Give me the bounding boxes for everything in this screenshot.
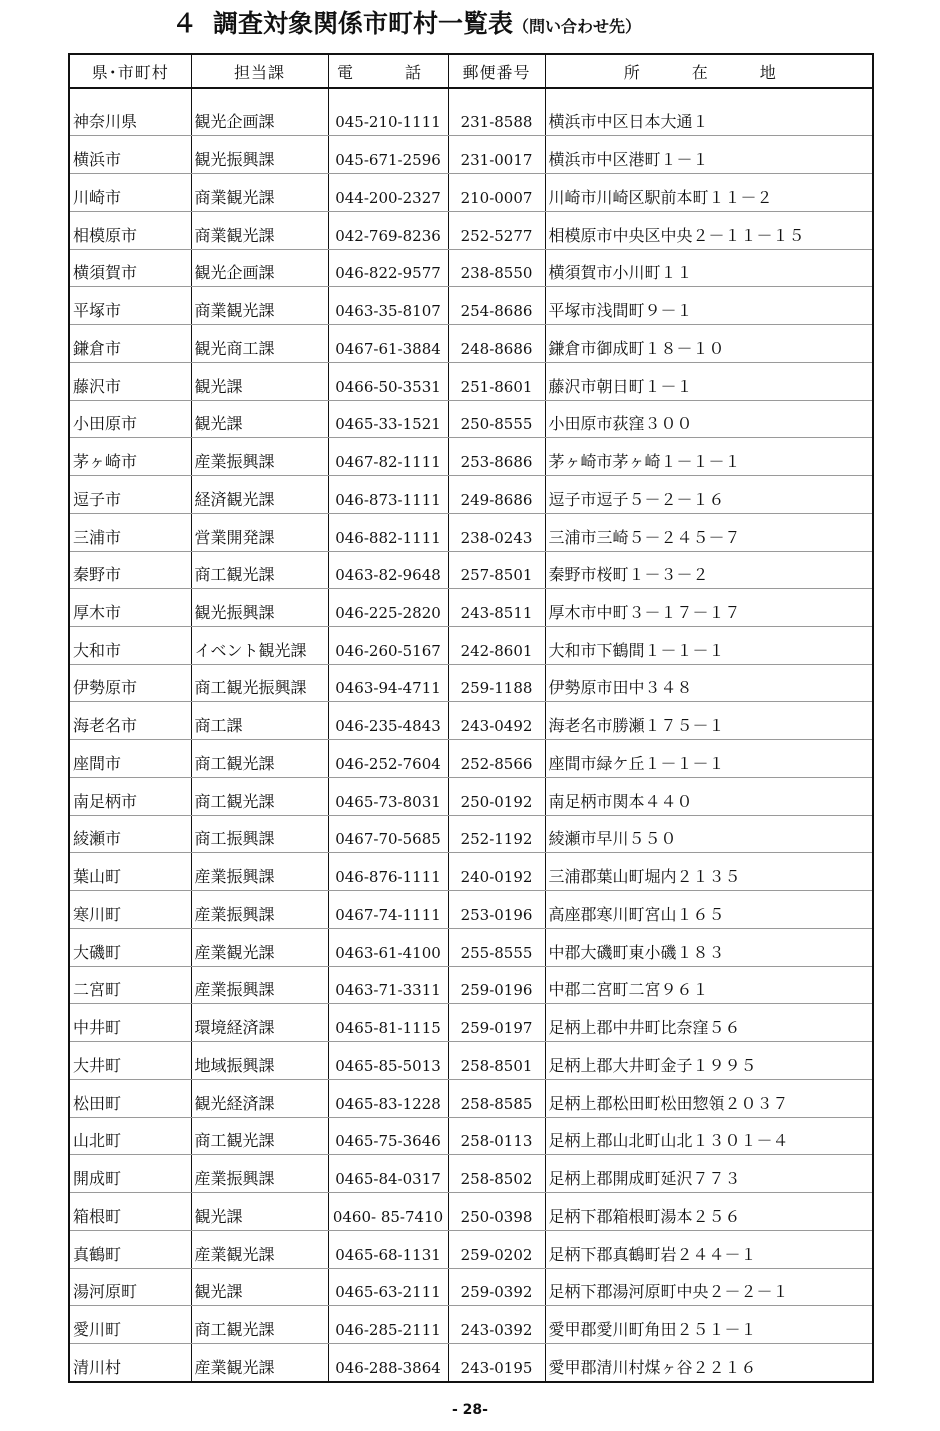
cell-postal-code: 252-1192 [448, 815, 545, 853]
cell-postal-code: 253-8686 [448, 438, 545, 476]
table-row [69, 1004, 873, 1042]
cell-address: 座間市緑ケ丘１－１－１ [545, 740, 873, 778]
cell-address: 足柄上郡松田町松田惣領２０３７ [545, 1079, 873, 1117]
cell-address: 相模原市中央区中央２－１１－１５ [545, 211, 873, 249]
cell-address: 海老名市勝瀬１７５－１ [545, 702, 873, 740]
cell-address: 横須賀市小川町１１ [545, 249, 873, 287]
cell-postal-code: 258-8501 [448, 1042, 545, 1080]
cell-department: 産業振興課 [191, 853, 328, 891]
cell-department: 観光課 [191, 400, 328, 438]
cell-department: 地域振興課 [191, 1042, 328, 1080]
cell-address: 三浦郡葉山町堀内２１３５ [545, 853, 873, 891]
cell-department: 商業観光課 [191, 287, 328, 325]
spacer-cell [191, 88, 328, 99]
table-row [69, 1230, 873, 1268]
cell-department: イベント観光課 [191, 627, 328, 665]
cell-phone: 0465-75-3646 [328, 1117, 448, 1155]
cell-municipality: 鎌倉市 [69, 325, 191, 363]
cell-department: 産業振興課 [191, 438, 328, 476]
header-postal-code: 郵便番号 [448, 54, 545, 88]
cell-department: 商工課 [191, 702, 328, 740]
cell-address: 横浜市中区日本大通１ [545, 99, 873, 136]
cell-address: 愛甲郡愛川町角田２５１－１ [545, 1306, 873, 1344]
cell-postal-code: 240-0192 [448, 853, 545, 891]
cell-address: 中郡大磯町東小磯１８３ [545, 928, 873, 966]
page-number: - 28- [452, 1402, 488, 1418]
cell-postal-code: 243-8511 [448, 589, 545, 627]
cell-phone: 0465-68-1131 [328, 1230, 448, 1268]
cell-department: 商工観光課 [191, 777, 328, 815]
cell-phone: 0463-61-4100 [328, 928, 448, 966]
table-row [69, 1079, 873, 1117]
spacer-cell [448, 88, 545, 99]
spacer-cell [69, 88, 191, 99]
table-row [69, 853, 873, 891]
cell-address: 大和市下鶴間１－１－１ [545, 627, 873, 665]
cell-postal-code: 259-0392 [448, 1268, 545, 1306]
cell-postal-code: 254-8686 [448, 287, 545, 325]
cell-address: 伊勢原市田中３４８ [545, 664, 873, 702]
cell-department: 環境経済課 [191, 1004, 328, 1042]
cell-postal-code: 243-0195 [448, 1343, 545, 1382]
cell-municipality: 茅ヶ崎市 [69, 438, 191, 476]
table-row [69, 1042, 873, 1080]
cell-postal-code: 255-8555 [448, 928, 545, 966]
cell-postal-code: 238-8550 [448, 249, 545, 287]
cell-postal-code: 210-0007 [448, 174, 545, 212]
cell-address: 南足柄市関本４４０ [545, 777, 873, 815]
cell-postal-code: 258-8585 [448, 1079, 545, 1117]
table-row [69, 664, 873, 702]
table-row [69, 551, 873, 589]
cell-municipality: 中井町 [69, 1004, 191, 1042]
cell-address: 足柄上郡開成町延沢７７３ [545, 1155, 873, 1193]
cell-phone: 046-235-4843 [328, 702, 448, 740]
table-row [69, 1155, 873, 1193]
cell-phone: 0465-84-0317 [328, 1155, 448, 1193]
cell-department: 営業開発課 [191, 513, 328, 551]
table-row [69, 438, 873, 476]
cell-department: 商工観光課 [191, 551, 328, 589]
table-row [69, 928, 873, 966]
cell-department: 商工観光課 [191, 1306, 328, 1344]
cell-phone: 0463-35-8107 [328, 287, 448, 325]
spacer-cell [328, 88, 448, 99]
cell-department: 観光振興課 [191, 589, 328, 627]
cell-address: 鎌倉市御成町１８－１０ [545, 325, 873, 363]
cell-postal-code: 243-0492 [448, 702, 545, 740]
table-row [69, 476, 873, 514]
cell-municipality: 小田原市 [69, 400, 191, 438]
cell-department: 商工観光課 [191, 740, 328, 778]
cell-municipality: 藤沢市 [69, 362, 191, 400]
cell-department: 産業振興課 [191, 1155, 328, 1193]
cell-address: 秦野市桜町１－３－２ [545, 551, 873, 589]
cell-postal-code: 242-8601 [448, 627, 545, 665]
cell-postal-code: 250-0398 [448, 1193, 545, 1231]
cell-municipality: 開成町 [69, 1155, 191, 1193]
cell-phone: 0465-33-1521 [328, 400, 448, 438]
table-row [69, 702, 873, 740]
cell-address: 逗子市逗子５－２－１６ [545, 476, 873, 514]
cell-municipality: 綾瀬市 [69, 815, 191, 853]
cell-municipality: 秦野市 [69, 551, 191, 589]
cell-department: 産業振興課 [191, 966, 328, 1004]
cell-address: 足柄下郡真鶴町岩２４４－１ [545, 1230, 873, 1268]
cell-postal-code: 250-8555 [448, 400, 545, 438]
cell-address: 藤沢市朝日町１－１ [545, 362, 873, 400]
municipality-contact-table [68, 53, 874, 1383]
cell-phone: 045-671-2596 [328, 136, 448, 174]
cell-phone: 0465-63-2111 [328, 1268, 448, 1306]
table-row [69, 815, 873, 853]
cell-municipality: 横浜市 [69, 136, 191, 174]
cell-postal-code: 250-0192 [448, 777, 545, 815]
cell-postal-code: 259-0197 [448, 1004, 545, 1042]
cell-address: 高座郡寒川町宮山１６５ [545, 891, 873, 929]
cell-phone: 046-260-5167 [328, 627, 448, 665]
cell-phone: 0460- 85-7410 [328, 1193, 448, 1231]
table-spacer-row [69, 88, 873, 99]
header-address: 所 在 地 [545, 54, 873, 88]
table-header-row [69, 54, 873, 88]
cell-phone: 0465-73-8031 [328, 777, 448, 815]
cell-department: 観光課 [191, 362, 328, 400]
table-row [69, 362, 873, 400]
cell-municipality: 逗子市 [69, 476, 191, 514]
spacer-cell [545, 88, 873, 99]
cell-phone: 042-769-8236 [328, 211, 448, 249]
cell-department: 観光振興課 [191, 136, 328, 174]
cell-municipality: 厚木市 [69, 589, 191, 627]
cell-address: 足柄下郡箱根町湯本２５６ [545, 1193, 873, 1231]
cell-postal-code: 258-8502 [448, 1155, 545, 1193]
cell-department: 商業観光課 [191, 174, 328, 212]
table-row [69, 513, 873, 551]
table-row [69, 287, 873, 325]
cell-phone: 046-225-2820 [328, 589, 448, 627]
cell-postal-code: 259-0202 [448, 1230, 545, 1268]
cell-department: 産業観光課 [191, 928, 328, 966]
cell-municipality: 川崎市 [69, 174, 191, 212]
table-row [69, 325, 873, 363]
table-row [69, 966, 873, 1004]
cell-address: 足柄上郡中井町比奈窪５６ [545, 1004, 873, 1042]
cell-postal-code: 248-8686 [448, 325, 545, 363]
table-row [69, 627, 873, 665]
cell-phone: 0465-85-5013 [328, 1042, 448, 1080]
cell-department: 経済観光課 [191, 476, 328, 514]
cell-phone: 0466-50-3531 [328, 362, 448, 400]
cell-municipality: 伊勢原市 [69, 664, 191, 702]
cell-address: 三浦市三崎５－２４５－７ [545, 513, 873, 551]
cell-phone: 0463-82-9648 [328, 551, 448, 589]
cell-phone: 0467-61-3884 [328, 325, 448, 363]
cell-address: 厚木市中町３－１７－１７ [545, 589, 873, 627]
table-row [69, 249, 873, 287]
table-row [69, 1268, 873, 1306]
cell-municipality: 寒川町 [69, 891, 191, 929]
cell-phone: 045-210-1111 [328, 99, 448, 136]
cell-address: 足柄上郡大井町金子１９９５ [545, 1042, 873, 1080]
cell-postal-code: 231-0017 [448, 136, 545, 174]
table-row [69, 777, 873, 815]
table-row [69, 174, 873, 212]
cell-postal-code: 259-1188 [448, 664, 545, 702]
cell-municipality: 山北町 [69, 1117, 191, 1155]
cell-municipality: 清川村 [69, 1343, 191, 1382]
header-phone: 電 話 [328, 54, 448, 88]
title-number: ４ [172, 9, 198, 38]
cell-address: 中郡二宮町二宮９６１ [545, 966, 873, 1004]
cell-municipality: 愛川町 [69, 1306, 191, 1344]
cell-phone: 0465-83-1228 [328, 1079, 448, 1117]
header-department: 担当課 [191, 54, 328, 88]
cell-postal-code: 252-5277 [448, 211, 545, 249]
cell-postal-code: 253-0196 [448, 891, 545, 929]
title-subtitle: （問い合わせ先） [513, 17, 642, 36]
cell-department: 観光企画課 [191, 99, 328, 136]
cell-municipality: 平塚市 [69, 287, 191, 325]
cell-address: 綾瀬市早川５５０ [545, 815, 873, 853]
table-row [69, 1343, 873, 1382]
cell-department: 商工観光課 [191, 1117, 328, 1155]
table-row [69, 99, 873, 136]
cell-municipality: 三浦市 [69, 513, 191, 551]
cell-address: 小田原市荻窪３００ [545, 400, 873, 438]
table-row [69, 211, 873, 249]
cell-phone: 0467-82-1111 [328, 438, 448, 476]
cell-phone: 0467-74-1111 [328, 891, 448, 929]
cell-department: 観光課 [191, 1268, 328, 1306]
cell-department: 商業観光課 [191, 211, 328, 249]
cell-postal-code: 259-0196 [448, 966, 545, 1004]
cell-address: 横浜市中区港町１－１ [545, 136, 873, 174]
cell-municipality: 横須賀市 [69, 249, 191, 287]
page-title [172, 6, 641, 42]
cell-phone: 046-882-1111 [328, 513, 448, 551]
cell-municipality: 湯河原町 [69, 1268, 191, 1306]
table-row [69, 1193, 873, 1231]
cell-municipality: 神奈川県 [69, 99, 191, 136]
cell-address: 平塚市浅間町９－１ [545, 287, 873, 325]
cell-phone: 0467-70-5685 [328, 815, 448, 853]
cell-phone: 044-200-2327 [328, 174, 448, 212]
cell-phone: 046-876-1111 [328, 853, 448, 891]
cell-department: 観光経済課 [191, 1079, 328, 1117]
table-row [69, 1117, 873, 1155]
cell-phone: 0465-81-1115 [328, 1004, 448, 1042]
cell-municipality: 大井町 [69, 1042, 191, 1080]
cell-department: 商工観光振興課 [191, 664, 328, 702]
cell-municipality: 海老名市 [69, 702, 191, 740]
cell-postal-code: 238-0243 [448, 513, 545, 551]
title-text: 調査対象関係市町村一覧表 [213, 9, 514, 38]
cell-phone: 046-285-2111 [328, 1306, 448, 1344]
table-row [69, 1306, 873, 1344]
table-row [69, 400, 873, 438]
cell-department: 産業観光課 [191, 1343, 328, 1382]
cell-department: 観光企画課 [191, 249, 328, 287]
cell-phone: 046-252-7604 [328, 740, 448, 778]
cell-department: 観光課 [191, 1193, 328, 1231]
table-row [69, 589, 873, 627]
cell-postal-code: 257-8501 [448, 551, 545, 589]
cell-address: 足柄下郡湯河原町中央２－２－１ [545, 1268, 873, 1306]
cell-phone: 046-288-3864 [328, 1343, 448, 1382]
cell-municipality: 真鶴町 [69, 1230, 191, 1268]
cell-municipality: 大和市 [69, 627, 191, 665]
table-row [69, 740, 873, 778]
cell-municipality: 葉山町 [69, 853, 191, 891]
cell-municipality: 大磯町 [69, 928, 191, 966]
cell-phone: 046-873-1111 [328, 476, 448, 514]
cell-phone: 0463-94-4711 [328, 664, 448, 702]
cell-address: 茅ヶ崎市茅ヶ崎１－１－１ [545, 438, 873, 476]
cell-postal-code: 258-0113 [448, 1117, 545, 1155]
cell-postal-code: 251-8601 [448, 362, 545, 400]
cell-department: 産業観光課 [191, 1230, 328, 1268]
cell-municipality: 松田町 [69, 1079, 191, 1117]
table-row [69, 136, 873, 174]
cell-postal-code: 252-8566 [448, 740, 545, 778]
cell-address: 愛甲郡清川村煤ヶ谷２２１６ [548, 1358, 757, 1377]
cell-department: 観光商工課 [191, 325, 328, 363]
cell-municipality: 相模原市 [69, 211, 191, 249]
cell-postal-code: 249-8686 [448, 476, 545, 514]
cell-address: 川崎市川崎区駅前本町１１－２ [545, 174, 873, 212]
cell-municipality: 座間市 [69, 740, 191, 778]
cell-department: 商工振興課 [191, 815, 328, 853]
cell-municipality: 二宮町 [69, 966, 191, 1004]
cell-postal-code: 243-0392 [448, 1306, 545, 1344]
cell-phone: 046-822-9577 [328, 249, 448, 287]
cell-postal-code: 231-8588 [448, 99, 545, 136]
cell-municipality: 南足柄市 [69, 777, 191, 815]
header-municipality: 県･市町村 [69, 54, 191, 88]
table-row [69, 891, 873, 929]
table-body [69, 88, 873, 1382]
cell-address: 足柄上郡山北町山北１３０１－４ [545, 1117, 873, 1155]
cell-municipality: 箱根町 [69, 1193, 191, 1231]
cell-phone: 0463-71-3311 [328, 966, 448, 1004]
cell-department: 産業振興課 [191, 891, 328, 929]
